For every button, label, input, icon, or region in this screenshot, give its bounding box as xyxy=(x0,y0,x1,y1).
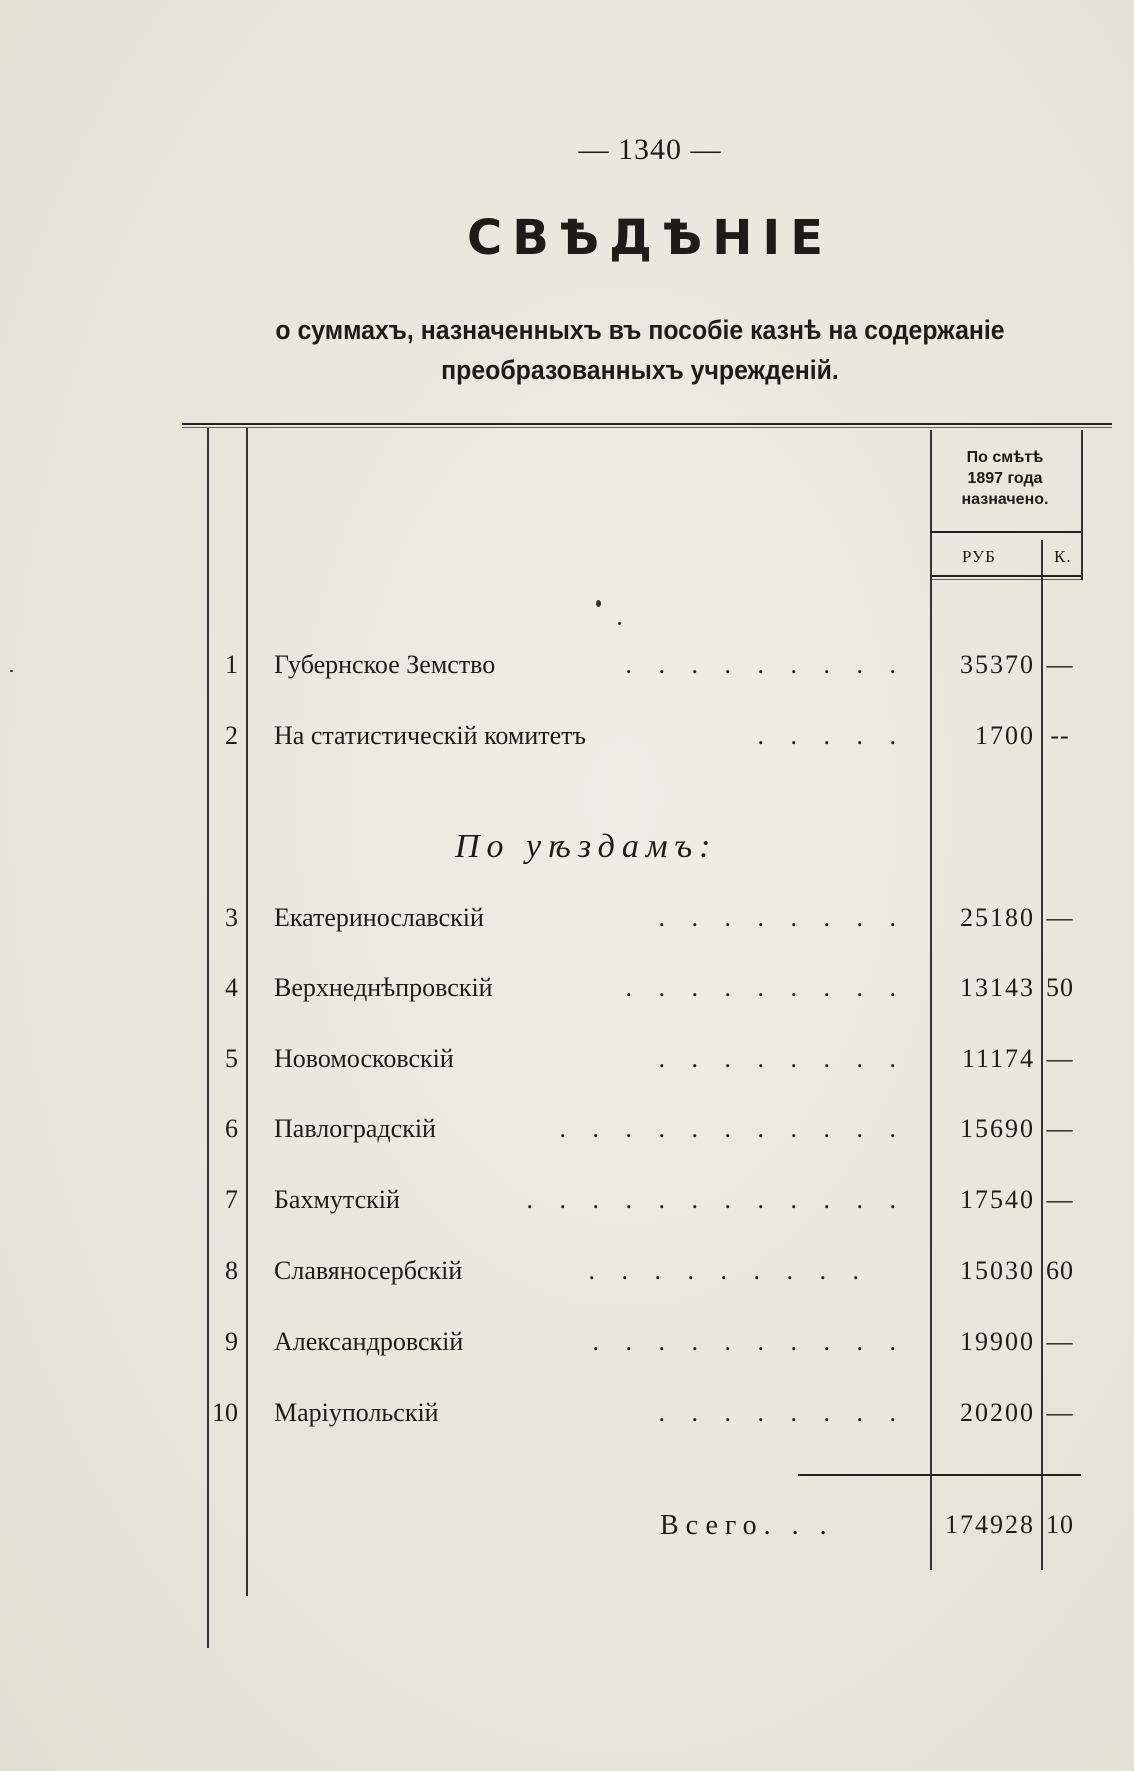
row-name: Славяносербскій xyxy=(274,1256,463,1285)
row-rubles: 17540 xyxy=(960,1185,1035,1214)
total-rule xyxy=(798,1474,1081,1476)
row-number: 9 xyxy=(225,1327,238,1356)
section-heading: По уѣздамъ: xyxy=(455,828,718,865)
table-row xyxy=(0,1185,1134,1225)
table-top-rule xyxy=(182,423,1112,425)
row-kopecks: — xyxy=(1046,1327,1074,1356)
table-row xyxy=(0,650,1134,690)
kopecks-unit-label: К. xyxy=(1054,547,1072,566)
table-top-rule-thin xyxy=(182,427,1112,428)
row-rubles: 25180 xyxy=(960,903,1035,932)
row-kopecks: — xyxy=(1046,1185,1074,1214)
row-number: 1 xyxy=(225,650,238,679)
table-row xyxy=(0,973,1134,1013)
total-kopecks: 10 xyxy=(1046,1510,1074,1539)
ink-speck xyxy=(618,622,621,625)
leader-dots: . . . . . . . . . . . xyxy=(559,1114,906,1143)
row-number: 7 xyxy=(225,1185,238,1214)
row-kopecks: 50 xyxy=(1046,973,1074,1002)
table-row xyxy=(0,1327,1134,1367)
row-rubles: 20200 xyxy=(960,1398,1035,1427)
row-kopecks: — xyxy=(1046,1398,1074,1427)
row-rubles: 1700 xyxy=(975,721,1035,750)
row-number: 6 xyxy=(225,1114,238,1143)
ink-speck xyxy=(596,600,601,607)
total-rubles: 174928 xyxy=(945,1510,1035,1539)
row-name: Павлоградскій xyxy=(274,1114,436,1143)
subtitle-line-2: преобразованныхъ учрежденій. xyxy=(441,355,839,385)
row-name: На статистическій комитетъ xyxy=(274,721,586,750)
row-number: 5 xyxy=(225,1044,238,1073)
row-rubles: 11174 xyxy=(961,1044,1035,1073)
unit-rule xyxy=(930,575,1081,577)
row-name: Губернское Земство xyxy=(274,650,496,679)
page-number: — 1340 — xyxy=(578,133,722,166)
table-row xyxy=(0,1114,1134,1154)
table-row xyxy=(0,1398,1134,1438)
row-number: 3 xyxy=(225,903,238,932)
row-kopecks: — xyxy=(1046,1114,1074,1143)
row-name: Бахмутскій xyxy=(274,1185,400,1214)
row-number: 2 xyxy=(225,721,238,750)
row-number: 4 xyxy=(225,973,238,1002)
header-line-2: 1897 года xyxy=(967,470,1043,487)
table-row xyxy=(0,1256,1134,1296)
leader-dots: . . . . . . . . . xyxy=(588,1256,869,1285)
row-rubles: 15030 xyxy=(960,1256,1035,1285)
leader-dots: . . . . . . . . . . . . xyxy=(526,1185,906,1214)
row-kopecks: -- xyxy=(1050,721,1070,750)
row-number: 10 xyxy=(212,1398,238,1427)
row-rubles: 15690 xyxy=(960,1114,1035,1143)
leader-dots: . . . . . . . . . xyxy=(625,973,906,1002)
header-line-3: назначено. xyxy=(961,491,1049,508)
unit-rule-thin xyxy=(930,579,1081,580)
row-number: 8 xyxy=(225,1256,238,1285)
total-label: Всего. . . xyxy=(660,1510,834,1541)
table-right-border xyxy=(1081,430,1083,580)
table-left-border xyxy=(207,428,209,1648)
row-rubles: 19900 xyxy=(960,1327,1035,1356)
subtitle-line-1: о суммахъ, назначенныхъ въ пособіе казнѣ на содержаніе xyxy=(275,315,1005,345)
leader-dots: . . . . . . . . xyxy=(658,1398,906,1427)
row-name: Александровскій xyxy=(274,1327,464,1356)
ink-speck xyxy=(10,670,13,672)
table-row xyxy=(0,721,1134,761)
row-name: Верхнеднѣпровскій xyxy=(274,973,493,1002)
document-subtitle xyxy=(226,310,1054,390)
leader-dots: . . . . . . . . xyxy=(658,1044,906,1073)
row-name: Екатеринославскій xyxy=(274,903,484,932)
row-kopecks: — xyxy=(1046,1044,1074,1073)
table-row xyxy=(0,903,1134,943)
table-row xyxy=(0,1044,1134,1084)
row-name: Новомосковскій xyxy=(274,1044,454,1073)
rubles-unit-label: РУБ xyxy=(962,547,996,566)
row-rubles: 35370 xyxy=(960,650,1035,679)
amount-column-header xyxy=(930,447,1080,510)
header-line-1: По смѣтѣ xyxy=(966,449,1044,466)
header-rule xyxy=(930,531,1081,533)
row-rubles: 13143 xyxy=(960,973,1035,1002)
leader-dots: . . . . . . . . . xyxy=(625,650,906,679)
leader-dots: . . . . . . . . xyxy=(658,903,906,932)
row-kopecks: — xyxy=(1046,650,1074,679)
leader-dots: . . . . . xyxy=(757,721,906,750)
leader-dots: . . . . . . . . . . xyxy=(592,1327,906,1356)
row-kopecks: — xyxy=(1046,903,1074,932)
document-title: СВѢДѢНІЕ xyxy=(466,210,834,266)
row-kopecks: 60 xyxy=(1046,1256,1074,1285)
row-name: Маріупольскій xyxy=(274,1398,439,1427)
